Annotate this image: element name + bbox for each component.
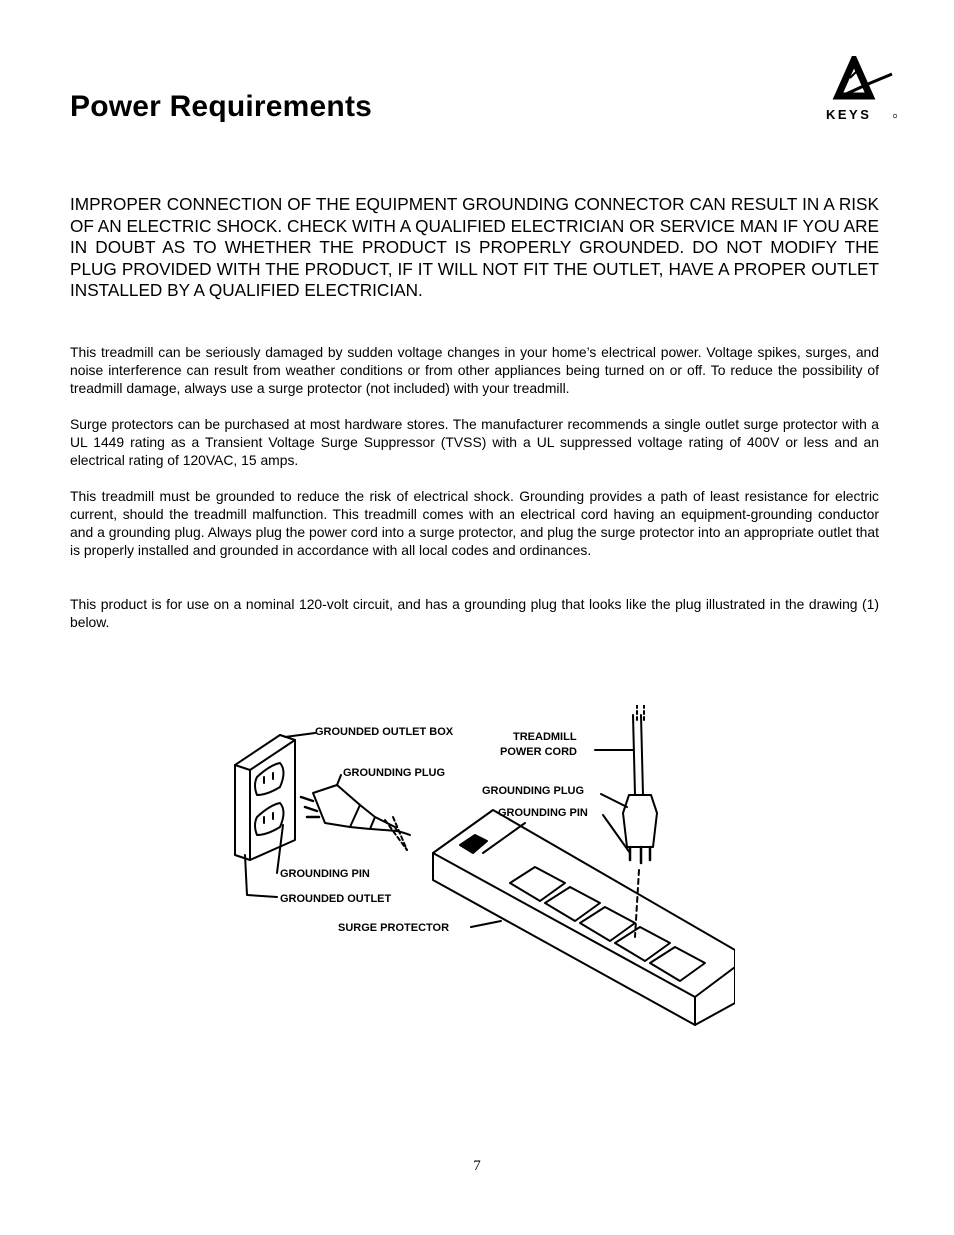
label-power-cord: POWER CORD — [500, 746, 577, 758]
grounding-diagram — [225, 705, 735, 1035]
power-switch — [460, 835, 487, 853]
paragraph-voltage-damage: This treadmill can be seriously damaged by sudden voltage changes in your home’s electrical power. Voltage spikes, surges, and noise interference can result from weather conditions or from other appliances being turned on or off. To reduce the possibility of treadmill damage, always use a surge protector (not included) with your treadmill. — [70, 344, 879, 396]
label-treadmill: TREADMILL — [513, 731, 577, 743]
outlet-receptacle-bottom — [255, 803, 284, 835]
label-grounding-pin-right: GROUNDING PIN — [498, 807, 588, 819]
page-title: Power Requirements — [70, 90, 373, 123]
surge-outlets — [510, 867, 705, 981]
paragraph-grounding: This treadmill must be grounded to reduce the risk of electrical shock. Grounding provides a path of least resistance for electric current, should the treadmill malfunction. This treadmill comes with an electrical cord having an equipment-grounding conductor and a grounding plug. Always plug the power cord into a surge protector, and plug the surge protector into an appropriate outlet that is properly installed and grounded in accordance with all local codes and ordinances. — [70, 488, 879, 558]
label-grounding-plug-right: GROUNDING PLUG — [482, 785, 585, 797]
page-number: 7 — [473, 1158, 481, 1174]
safety-warning: IMPROPER CONNECTION OF THE EQUIPMENT GROUNDING CONNECTOR CAN RESULT IN A RISK OF AN ELECTRIC SHOCK. CHECK WITH A QUALIFIED ELECTRICIAN OR SERVICE MAN IF YOU ARE IN DOUBT AS TO WHETHER THE PRODUCT IS PROPERLY GROUNDED. DO NOT MODIFY THE PLUG PROVIDED WITH THE PRODUCT, IF IT WILL NOT FIT THE OUTLET, HAVE A PROPER OUTLET INSTALLED BY A QUALIFIED ELECTRICIAN. — [70, 194, 879, 301]
right-grounding-plug — [623, 795, 657, 847]
logo-wordmark: KEYS — [826, 107, 872, 122]
label-grounding-pin-left: GROUNDING PIN — [280, 868, 370, 880]
label-grounded-outlet: GROUNDED OUTLET — [280, 893, 392, 905]
keys-logo — [820, 56, 900, 124]
outlet-box — [235, 735, 295, 860]
label-grounding-plug-left: GROUNDING PLUG — [343, 767, 446, 779]
paragraph-circuit: This product is for use on a nominal 120-volt circuit, and has a grounding plug that looks like the plug illustrated in the drawing (1) below. — [70, 596, 879, 630]
left-grounding-plug — [313, 785, 360, 827]
label-grounded-outlet-box: GROUNDED OUTLET BOX — [315, 726, 454, 738]
label-surge-protector: SURGE PROTECTOR — [338, 922, 450, 934]
outlet-receptacle-top — [255, 763, 284, 795]
paragraph-surge-protectors: Surge protectors can be purchased at most hardware stores. The manufacturer recommends a single outlet surge protector with a UL 1449 rating as a Transient Voltage Surge Suppressor (TVSS) with a UL suppressed voltage rating of 400V or less and an electrical rating of 120VAC, 15 amps. — [70, 416, 879, 468]
